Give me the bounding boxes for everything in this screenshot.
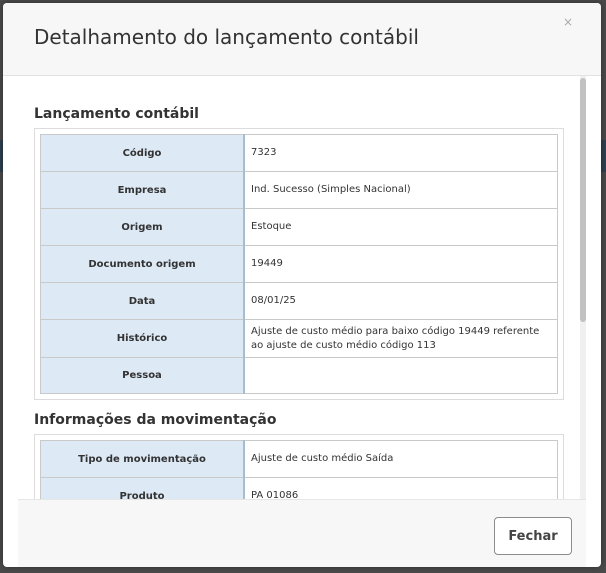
row-label: Data [41, 283, 245, 320]
scrollbar-thumb[interactable] [580, 78, 586, 322]
row-value: 19449 [244, 246, 558, 283]
table-row [41, 441, 558, 478]
panel-lancamento [34, 128, 564, 400]
row-label: Tipo de movimentação [41, 441, 245, 478]
table-lancamento [40, 134, 558, 394]
row-label: Origem [41, 209, 245, 246]
table-row [41, 246, 558, 283]
dialog-body [18, 76, 586, 499]
row-value: PA 01086 [244, 478, 558, 500]
table-row [41, 478, 558, 500]
table-row [41, 172, 558, 209]
row-value [244, 358, 558, 394]
row-label: Histórico [41, 320, 245, 358]
table-row [41, 358, 558, 394]
row-value: 08/01/25 [244, 283, 558, 320]
row-label: Empresa [41, 172, 245, 209]
table-movimentacao [40, 440, 558, 499]
row-label: Produto [41, 478, 245, 500]
scrollbar[interactable] [580, 76, 586, 499]
section-title-movimentacao: Informações da movimentação [34, 412, 277, 428]
row-label: Pessoa [41, 358, 245, 394]
section-title-lancamento: Lançamento contábil [34, 106, 199, 122]
table-row [41, 283, 558, 320]
row-label: Documento origem [41, 246, 245, 283]
row-value: Ajuste de custo médio Saída [244, 441, 558, 478]
dialog-footer [18, 499, 586, 567]
table-row [41, 209, 558, 246]
table-row [41, 320, 558, 358]
close-icon[interactable]: × [562, 15, 573, 29]
detail-dialog [3, 3, 601, 567]
close-button[interactable]: Fechar [494, 517, 572, 555]
table-row [41, 135, 558, 172]
panel-movimentacao [34, 434, 564, 499]
row-value: Ind. Sucesso (Simples Nacional) [244, 172, 558, 209]
dialog-title: Detalhamento do lançamento contábil [34, 25, 419, 49]
row-value: Estoque [244, 209, 558, 246]
row-label: Código [41, 135, 245, 172]
dialog-header [3, 3, 601, 76]
row-value: Ajuste de custo médio para baixo código 19449 referente ao ajuste de custo médio código 113 [244, 320, 558, 358]
row-value: 7323 [244, 135, 558, 172]
